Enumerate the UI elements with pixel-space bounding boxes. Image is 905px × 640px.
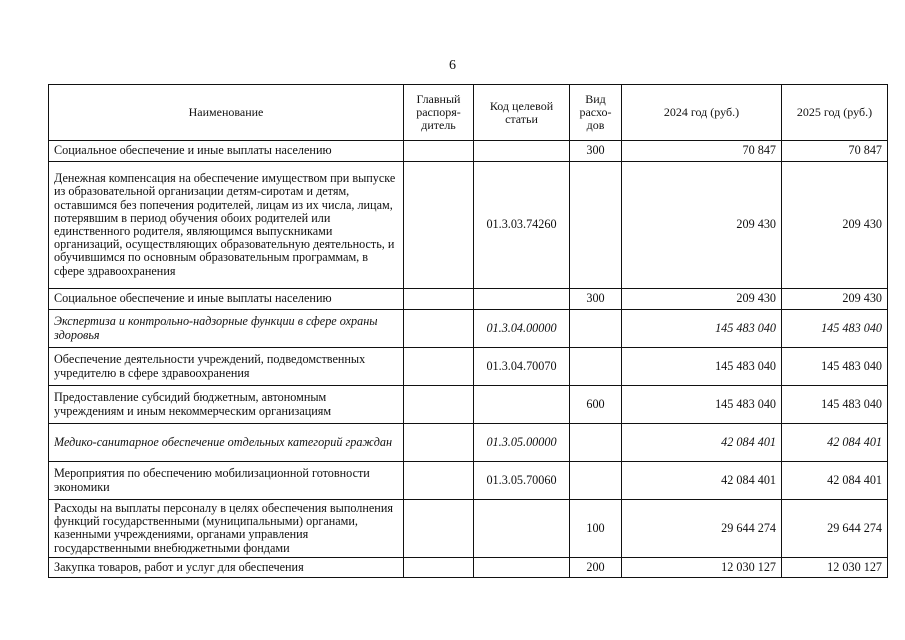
row-name-cell: Обеспечение деятельности учреждений, подведомственных учредителю в сфере здравоохранения: [49, 348, 404, 386]
row-main-manager-cell: [404, 162, 474, 289]
row-main-manager-cell: [404, 310, 474, 348]
row-expense-type-cell: 100: [570, 500, 622, 558]
header-expense-type: Вид расхо-дов: [570, 85, 622, 141]
row-name-cell: Медико-санитарное обеспечение отдельных категорий граждан: [49, 424, 404, 462]
row-main-manager-cell: [404, 141, 474, 162]
row-expense-type-cell: [570, 424, 622, 462]
row-target-code-cell: 01.3.05.00000: [474, 424, 570, 462]
header-main-manager: Главный распоря-дитель: [404, 85, 474, 141]
table-row: [49, 348, 888, 386]
row-2024-amount-cell: 42 084 401: [622, 424, 782, 462]
row-2025-amount-cell: 145 483 040: [782, 386, 888, 424]
table-row: [49, 162, 888, 289]
row-2024-amount-cell: 145 483 040: [622, 386, 782, 424]
row-target-code-cell: 01.3.04.00000: [474, 310, 570, 348]
row-main-manager-cell: [404, 289, 474, 310]
row-name-cell: Денежная компенсация на обеспечение имуществом при выпуске из образовательной организации детям-сиротам и детям, оставшимся без попечения родителей, лицам из их числа, лицам, потерявшим в период обучения обоих родителей или единственного родителя, являющимся выпускниками организаций, осуществляющих образовательную деятельность, и обучившимся по основным образовательным программам, в сфере здравоохранения: [49, 162, 404, 289]
page-number: 6: [449, 58, 456, 73]
row-main-manager-cell: [404, 348, 474, 386]
row-expense-type-cell: [570, 462, 622, 500]
row-name-cell: Закупка товаров, работ и услуг для обеспечения: [49, 557, 404, 577]
row-2025-amount-cell: 42 084 401: [782, 424, 888, 462]
row-2024-amount-cell: 209 430: [622, 289, 782, 310]
row-2025-amount-cell: 145 483 040: [782, 348, 888, 386]
row-name-cell: Расходы на выплаты персоналу в целях обеспечения выполнения функций государственными (муниципальными) органами, казенными учреждениями, органами управления государственными внебюджетными фондами: [49, 500, 404, 558]
budget-table: [48, 84, 888, 578]
row-2024-amount-cell: 209 430: [622, 162, 782, 289]
table-row: [49, 557, 888, 577]
row-name-cell: Мероприятия по обеспечению мобилизационной готовности экономики: [49, 462, 404, 500]
row-target-code-cell: [474, 500, 570, 558]
row-2025-amount-cell: 12 030 127: [782, 557, 888, 577]
row-main-manager-cell: [404, 386, 474, 424]
row-target-code-cell: 01.3.03.74260: [474, 162, 570, 289]
row-name-cell: Экспертиза и контрольно-надзорные функции в сфере охраны здоровья: [49, 310, 404, 348]
row-expense-type-cell: [570, 348, 622, 386]
table-row: [49, 500, 888, 558]
row-expense-type-cell: 300: [570, 289, 622, 310]
row-name-cell: Социальное обеспечение и иные выплаты населению: [49, 141, 404, 162]
row-2025-amount-cell: 29 644 274: [782, 500, 888, 558]
table-row: [49, 310, 888, 348]
row-2025-amount-cell: 209 430: [782, 162, 888, 289]
row-expense-type-cell: 200: [570, 557, 622, 577]
header-year-2024: 2024 год (руб.): [622, 85, 782, 141]
row-2025-amount-cell: 42 084 401: [782, 462, 888, 500]
row-expense-type-cell: [570, 162, 622, 289]
row-target-code-cell: [474, 289, 570, 310]
row-2025-amount-cell: 209 430: [782, 289, 888, 310]
row-name-cell: Социальное обеспечение и иные выплаты населению: [49, 289, 404, 310]
row-2025-amount-cell: 70 847: [782, 141, 888, 162]
table-row: [49, 386, 888, 424]
row-expense-type-cell: [570, 310, 622, 348]
row-2024-amount-cell: 12 030 127: [622, 557, 782, 577]
table-row: [49, 289, 888, 310]
table-header-row: [49, 85, 888, 141]
row-2024-amount-cell: 145 483 040: [622, 310, 782, 348]
table-row: [49, 141, 888, 162]
row-2024-amount-cell: 29 644 274: [622, 500, 782, 558]
row-name-cell: Предоставление субсидий бюджетным, автономным учреждениям и иным некоммерческим организациям: [49, 386, 404, 424]
row-target-code-cell: [474, 557, 570, 577]
row-main-manager-cell: [404, 500, 474, 558]
row-target-code-cell: 01.3.05.70060: [474, 462, 570, 500]
row-target-code-cell: [474, 386, 570, 424]
row-2024-amount-cell: 70 847: [622, 141, 782, 162]
row-main-manager-cell: [404, 424, 474, 462]
row-2024-amount-cell: 42 084 401: [622, 462, 782, 500]
row-target-code-cell: 01.3.04.70070: [474, 348, 570, 386]
row-target-code-cell: [474, 141, 570, 162]
row-2025-amount-cell: 145 483 040: [782, 310, 888, 348]
row-main-manager-cell: [404, 557, 474, 577]
row-expense-type-cell: 600: [570, 386, 622, 424]
row-2024-amount-cell: 145 483 040: [622, 348, 782, 386]
row-expense-type-cell: 300: [570, 141, 622, 162]
header-target-code: Код целевой статьи: [474, 85, 570, 141]
table-row: [49, 462, 888, 500]
row-main-manager-cell: [404, 462, 474, 500]
header-name: Наименование: [49, 85, 404, 141]
header-year-2025: 2025 год (руб.): [782, 85, 888, 141]
table-row: [49, 424, 888, 462]
